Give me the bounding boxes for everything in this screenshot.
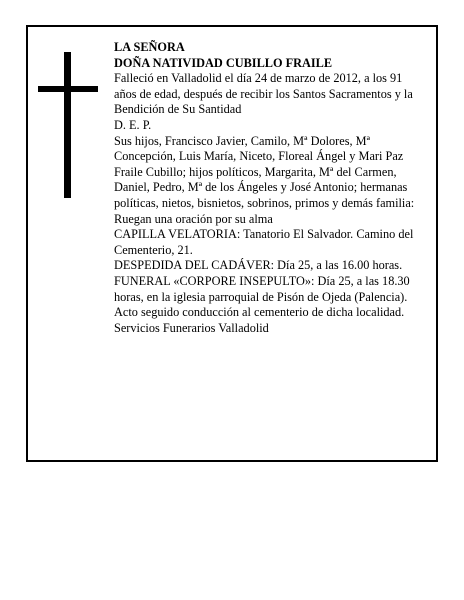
funeral-services: Servicios Funerarios Valladolid <box>114 320 269 335</box>
farewell-info: DESPEDIDA DEL CADÁVER: Día 25, a las 16.00 horas. <box>114 258 403 273</box>
death-info: Falleció en Valladolid el día 24 de marzo de 2012, a los 91 años de edad, después de recibir los Santos Sacramentos y la Bendición de Su Santidad <box>114 71 413 117</box>
cross-vertical-bar <box>64 52 71 198</box>
family-list: Sus hijos, Francisco Javier, Camilo, Mª Dolores, Mª Concepción, Luis María, Niceto, Floreal Ángel y Mari Paz Fraile Cubillo; hijos políticos, Margarita, Mª del Carmen, Daniel, Pedro, Mª de los Ángeles y José Antonio; hermanas políticas, nietos, bisnietos, sobrinos, primos y demás familia: <box>114 133 415 210</box>
prayer-request: Ruegan una oración por su alma <box>114 211 273 226</box>
chapel-info: CAPILLA VELATORIA: Tanatorio El Salvador. Camino del Cementerio, 21. <box>114 227 414 257</box>
cross-horizontal-bar <box>38 86 98 92</box>
dep-text: D. E. P. <box>114 117 152 132</box>
heading-title: LA SEÑORA <box>114 40 185 54</box>
obituary-text <box>114 40 420 336</box>
cross-icon <box>38 52 98 198</box>
deceased-name: DOÑA NATIVIDAD CUBILLO FRAILE <box>114 55 333 70</box>
funeral-info: FUNERAL «CORPORE INSEPULTO»: Día 25, a las 18.30 horas, en la iglesia parroquial de Pisón de Ojeda (Palencia). Acto seguido conducción al cementerio de dicha localidad. <box>114 273 410 320</box>
